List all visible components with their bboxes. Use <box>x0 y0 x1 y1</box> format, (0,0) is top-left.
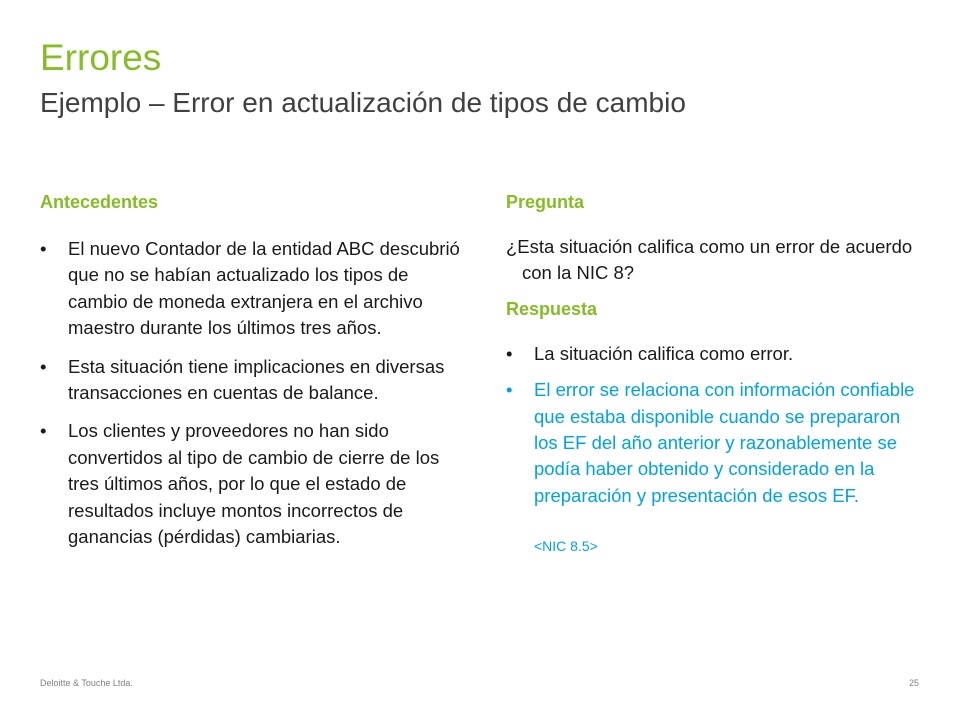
answer-bullet-highlight: • El error se relaciona con información confiable que estaba disponible cuando se prepararon los EF del año anterior y razonablemente se podía haber obtenido y considerado en la preparación y presentación de esos EF. <box>506 377 926 509</box>
background-bullet: • Esta situación tiene implicaciones en diversas transacciones en cuentas de balance. <box>40 354 470 407</box>
slide-title: Errores <box>40 37 162 78</box>
background-bullet: • Los clientes y proveedores no han sido convertidos al tipo de cambio de cierre de los tres últimos años, por lo que el estado de resultados incluye montos incorrectos de ganancias (pérdidas) cambiarias. <box>40 418 470 550</box>
answer-bullet: • La situación califica como error. <box>506 341 926 367</box>
background-bullet: • El nuevo Contador de la entidad ABC descubrió que no se habían actualizado los tipos de cambio de moneda extranjera en el archivo maestro durante los últimos tres años. <box>40 236 470 342</box>
footer-company: Deloitte & Touche Ltda. <box>40 678 133 688</box>
background-list <box>40 236 470 550</box>
question-text: ¿Esta situación califica como un error de acuerdo con la NIC 8? <box>506 236 913 284</box>
standard-reference: <NIC 8.5> <box>534 538 598 555</box>
background-column <box>40 190 470 550</box>
answer-heading: Respuesta <box>506 298 598 319</box>
background-heading: Antecedentes <box>40 192 159 212</box>
slide-subtitle: Ejemplo – Error en actualización de tipos de cambio <box>40 87 686 118</box>
question-heading: Pregunta <box>506 192 585 212</box>
page-number: 25 <box>908 678 919 688</box>
question-answer-column <box>506 190 926 555</box>
answer-list <box>506 341 926 509</box>
